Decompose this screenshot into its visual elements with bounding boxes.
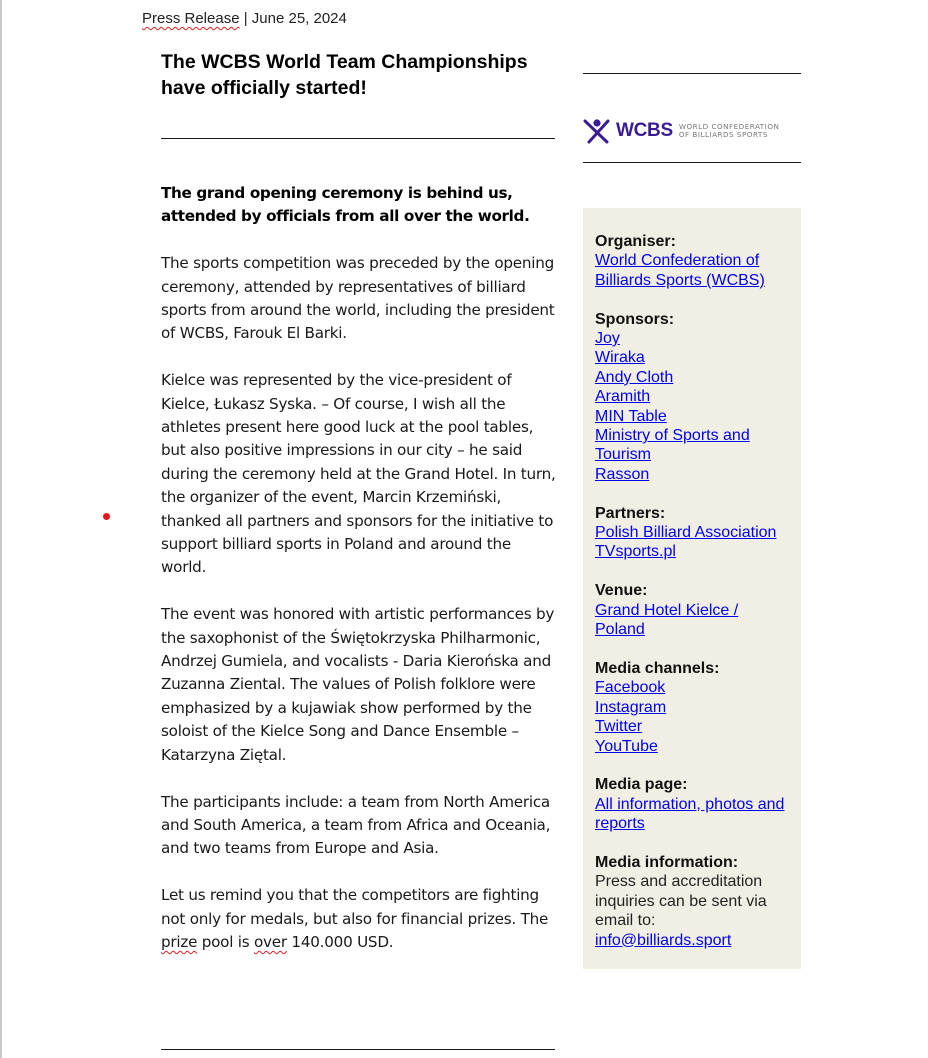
- venue-heading: Venue:: [595, 582, 648, 600]
- media-email-link[interactable]: info@billiards.sport: [595, 931, 732, 949]
- sponsors-heading: Sponsors:: [595, 310, 675, 328]
- sponsors-section: [595, 310, 791, 485]
- article-paragraph: Kielce was represented by the vice-president of Kielce, Łukasz Syska. – Of course, I wish all the athletes present here good luck at the pool tables, but also positive impressions in our city – he said during the ceremony held at the Grand Hotel. In turn, the organizer of the event, Marcin Krzemiński, thanked all partners and sponsors for the initiative to support billiard sports in Poland and around the world.: [161, 371, 556, 577]
- sponsor-link-ministry[interactable]: Ministry of Sports and Tourism: [595, 427, 750, 464]
- partner-link-pba[interactable]: Polish Billiard Association: [595, 524, 777, 542]
- partners-section: [595, 504, 791, 562]
- article-paragraph-last: [161, 884, 557, 954]
- title-divider: [161, 138, 555, 139]
- logo-bottom-divider: [583, 162, 801, 163]
- header-separator: |: [239, 10, 252, 27]
- organiser-section: [595, 232, 791, 290]
- sponsor-link-rasson[interactable]: Rasson: [595, 465, 650, 483]
- article-paragraph: The event was honored with artistic performances by the saxophonist of the Świętokrzyska Philharmonic, Andrzej Gumiela, and vocalists - Daria Kierońska and Zuzanna Ziental. The values of Polish folklore were emphasized by a kujawiak show performed by the soloist of the Kielce Song and Dance Ensemble – Katarzyna Ziętal.: [161, 605, 555, 764]
- spellcheck-word: over: [253, 932, 287, 951]
- partner-link-tvsports[interactable]: TVsports.pl: [595, 543, 676, 561]
- wcbs-logo: [583, 117, 801, 145]
- sponsor-link-joy[interactable]: Joy: [595, 330, 620, 348]
- release-date: June 25, 2024: [251, 10, 347, 27]
- facebook-link[interactable]: Facebook: [595, 679, 666, 697]
- media-information-heading: Media information:: [595, 853, 739, 871]
- article-paragraph: The sports competition was preceded by the opening ceremony, attended by representatives of billiard sports from around the world, including the president of WCBS, Farouk El Barki.: [161, 254, 555, 343]
- logo-acronym: WCBS: [616, 120, 673, 141]
- logo-fullname: [679, 123, 780, 140]
- article-paragraph: The participants include: a team from North America and South America, a team from Africa and Oceania, and two teams from Europe and Asia.: [161, 792, 551, 858]
- twitter-link[interactable]: Twitter: [595, 718, 643, 736]
- youtube-link[interactable]: YouTube: [595, 737, 658, 755]
- venue-link[interactable]: Grand Hotel Kielce / Poland: [595, 601, 739, 639]
- media-information-section: [595, 853, 791, 950]
- spellcheck-word: prize: [161, 932, 198, 951]
- sponsor-link-min-table[interactable]: MIN Table: [595, 407, 667, 425]
- article-end-divider: [161, 1049, 555, 1050]
- press-release-header: [142, 10, 347, 27]
- logo-line: WORLD CONFEDERATION: [678, 121, 780, 131]
- instagram-link[interactable]: Instagram: [595, 698, 667, 716]
- player-figure-icon: [583, 118, 611, 144]
- text-segment: 140.000 USD.: [286, 932, 394, 951]
- media-information-text: Press and accreditation inquiries can be sent via email to:: [595, 873, 767, 930]
- organiser-link-wcbs[interactable]: World Confederation of Billiards Sports (WCBS): [595, 252, 765, 289]
- text-segment: pool is: [197, 932, 254, 951]
- media-page-section: [595, 775, 791, 833]
- text-segment: Let us remind you that the competitors are fighting not only for medals, but also for financial prizes. The: [161, 886, 549, 928]
- press-release-label: Press Release: [142, 10, 240, 27]
- media-page-heading: Media page:: [595, 776, 688, 794]
- venue-section: [595, 581, 791, 639]
- media-channels-heading: Media channels:: [595, 659, 720, 677]
- article-body: [161, 182, 557, 978]
- media-channels-section: [595, 659, 791, 756]
- sponsor-link-wiraka[interactable]: Wiraka: [595, 349, 645, 367]
- organiser-heading: Organiser:: [595, 233, 676, 250]
- logo-line: OF BILLIARDS SPORTS: [678, 130, 768, 139]
- article-lead: The grand opening ceremony is behind us, attended by officials from all over the world.: [161, 184, 530, 226]
- page-left-border: [0, 0, 2, 1058]
- page-title: The WCBS World Team Championships have officially started!: [161, 51, 528, 99]
- partners-heading: Partners:: [595, 504, 666, 522]
- media-page-link[interactable]: All information, photos and reports: [595, 795, 785, 833]
- logo-top-divider: [583, 73, 801, 74]
- sponsor-link-aramith[interactable]: Aramith: [595, 388, 651, 406]
- sponsor-link-andy-cloth[interactable]: Andy Cloth: [595, 368, 674, 386]
- red-marker-dot: [103, 513, 110, 520]
- info-sidebar: [583, 208, 801, 969]
